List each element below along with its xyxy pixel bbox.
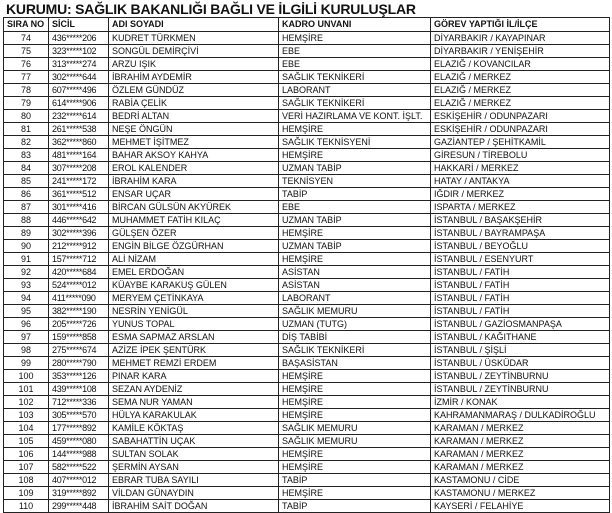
cell-sira-no: 99 <box>4 357 49 370</box>
table-row <box>4 45 610 58</box>
table-row <box>4 396 610 409</box>
cell-sira-no: 76 <box>4 58 49 71</box>
cell-sicil: 411*****090 <box>49 292 109 305</box>
cell-sira-no: 93 <box>4 279 49 292</box>
cell-kadro-unvani: UZMAN TABİP <box>279 240 431 253</box>
cell-sicil: 144*****988 <box>49 448 109 461</box>
table-row <box>4 461 610 474</box>
cell-kadro-unvani: TABİP <box>279 500 431 513</box>
cell-adi-soyadi: ENGİN BİLGE ÖZGÜRHAN <box>109 240 279 253</box>
cell-sira-no: 110 <box>4 500 49 513</box>
cell-gorev-yeri: ELAZIĞ / MERKEZ <box>431 84 610 97</box>
cell-sira-no: 78 <box>4 84 49 97</box>
cell-adi-soyadi: KAMİLE KÖKTAŞ <box>109 422 279 435</box>
cell-adi-soyadi: İBRAHİM KARA <box>109 175 279 188</box>
cell-gorev-yeri: İSTANBUL / BAYRAMPAŞA <box>431 227 610 240</box>
cell-gorev-yeri: HATAY / ANTAKYA <box>431 175 610 188</box>
cell-kadro-unvani: VERİ HAZIRLAMA VE KONT. İŞLT. <box>279 110 431 123</box>
cell-sicil: 382*****190 <box>49 305 109 318</box>
cell-adi-soyadi: SEZAN AYDENİZ <box>109 383 279 396</box>
cell-sicil: 232*****614 <box>49 110 109 123</box>
cell-sicil: 241*****172 <box>49 175 109 188</box>
cell-sicil: 582*****522 <box>49 461 109 474</box>
cell-adi-soyadi: MUHAMMET FATİH KILAÇ <box>109 214 279 227</box>
cell-sicil: 323*****102 <box>49 45 109 58</box>
cell-sira-no: 81 <box>4 123 49 136</box>
cell-sicil: 353*****126 <box>49 370 109 383</box>
cell-sira-no: 83 <box>4 149 49 162</box>
cell-sicil: 275*****674 <box>49 344 109 357</box>
cell-kadro-unvani: LABORANT <box>279 292 431 305</box>
cell-gorev-yeri: İSTANBUL / GAZİOSMANPAŞA <box>431 318 610 331</box>
cell-gorev-yeri: İZMİR / KONAK <box>431 396 610 409</box>
cell-adi-soyadi: ŞERMİN AYSAN <box>109 461 279 474</box>
cell-sicil: 307*****208 <box>49 162 109 175</box>
cell-kadro-unvani: HEMŞİRE <box>279 383 431 396</box>
table-row <box>4 318 610 331</box>
cell-sicil: 481*****164 <box>49 149 109 162</box>
cell-kadro-unvani: DİŞ TABİBİ <box>279 331 431 344</box>
cell-gorev-yeri: KAYSERİ / FELAHİYE <box>431 500 610 513</box>
cell-sira-no: 105 <box>4 435 49 448</box>
cell-sira-no: 92 <box>4 266 49 279</box>
cell-kadro-unvani: LABORANT <box>279 84 431 97</box>
cell-sicil: 302*****644 <box>49 71 109 84</box>
table-row <box>4 279 610 292</box>
table-row <box>4 162 610 175</box>
cell-adi-soyadi: EBRAR TUBA SAYILI <box>109 474 279 487</box>
cell-gorev-yeri: KARAMAN / MERKEZ <box>431 448 610 461</box>
table-row <box>4 123 610 136</box>
cell-kadro-unvani: HEMŞİRE <box>279 448 431 461</box>
cell-kadro-unvani: SAĞLIK TEKNİKERİ <box>279 71 431 84</box>
cell-adi-soyadi: NESRİN YENİGÜL <box>109 305 279 318</box>
cell-sira-no: 75 <box>4 45 49 58</box>
cell-gorev-yeri: ELAZIĞ / MERKEZ <box>431 71 610 84</box>
cell-sicil: 439*****108 <box>49 383 109 396</box>
cell-sicil: 305*****570 <box>49 409 109 422</box>
cell-sira-no: 96 <box>4 318 49 331</box>
table-row <box>4 201 610 214</box>
cell-sira-no: 95 <box>4 305 49 318</box>
cell-gorev-yeri: GAZİANTEP / ŞEHİTKAMİL <box>431 136 610 149</box>
cell-adi-soyadi: SULTAN SOLAK <box>109 448 279 461</box>
cell-sicil: 607*****496 <box>49 84 109 97</box>
table-row <box>4 175 610 188</box>
cell-kadro-unvani: HEMŞİRE <box>279 396 431 409</box>
cell-sicil: 280*****790 <box>49 357 109 370</box>
cell-adi-soyadi: ESMA SAPMAZ ARSLAN <box>109 331 279 344</box>
cell-adi-soyadi: SONGÜL DEMİRÇİVİ <box>109 45 279 58</box>
cell-adi-soyadi: ALİ NİZAM <box>109 253 279 266</box>
cell-kadro-unvani: EBE <box>279 201 431 214</box>
column-header-sira-no: SIRA NO <box>4 18 49 32</box>
cell-kadro-unvani: UZMAN TABİP <box>279 162 431 175</box>
cell-sira-no: 77 <box>4 71 49 84</box>
cell-kadro-unvani: ASİSTAN <box>279 266 431 279</box>
cell-kadro-unvani: SAĞLIK MEMURU <box>279 422 431 435</box>
cell-adi-soyadi: BAHAR AKSOY KAHYA <box>109 149 279 162</box>
column-header-kadro-unvani: KADRO UNVANI <box>279 18 431 32</box>
cell-sira-no: 102 <box>4 396 49 409</box>
table-row <box>4 409 610 422</box>
cell-adi-soyadi: MERYEM ÇETİNKAYA <box>109 292 279 305</box>
table-row <box>4 435 610 448</box>
cell-adi-soyadi: ÖZLEM GÜNDÜZ <box>109 84 279 97</box>
cell-gorev-yeri: ELAZIĞ / KOVANCILAR <box>431 58 610 71</box>
cell-sira-no: 90 <box>4 240 49 253</box>
cell-gorev-yeri: KASTAMONU / MERKEZ <box>431 487 610 500</box>
table-row <box>4 305 610 318</box>
table-row <box>4 188 610 201</box>
column-header-adi-soyadi: ADI SOYADI <box>109 18 279 32</box>
cell-adi-soyadi: KUDRET TÜRKMEN <box>109 32 279 45</box>
cell-adi-soyadi: HÜLYA KARAKULAK <box>109 409 279 422</box>
cell-adi-soyadi: EROL KALENDER <box>109 162 279 175</box>
cell-kadro-unvani: TABİP <box>279 188 431 201</box>
cell-adi-soyadi: GÜLŞEN ÖZER <box>109 227 279 240</box>
cell-adi-soyadi: ARZU IŞIK <box>109 58 279 71</box>
table-row <box>4 292 610 305</box>
cell-gorev-yeri: HAKKARİ / MERKEZ <box>431 162 610 175</box>
cell-gorev-yeri: İSTANBUL / ZEYTİNBURNU <box>431 383 610 396</box>
cell-gorev-yeri: İSTANBUL / ŞİŞLİ <box>431 344 610 357</box>
cell-sicil: 313*****274 <box>49 58 109 71</box>
cell-kadro-unvani: SAĞLIK MEMURU <box>279 305 431 318</box>
cell-sira-no: 97 <box>4 331 49 344</box>
cell-kadro-unvani: UZMAN TABİP <box>279 214 431 227</box>
table-row <box>4 227 610 240</box>
table-row <box>4 474 610 487</box>
cell-sicil: 446*****642 <box>49 214 109 227</box>
cell-sira-no: 91 <box>4 253 49 266</box>
cell-sicil: 407*****012 <box>49 474 109 487</box>
table-header-row <box>4 18 610 32</box>
cell-gorev-yeri: GİRESUN / TİREBOLU <box>431 149 610 162</box>
cell-sira-no: 80 <box>4 110 49 123</box>
cell-sira-no: 88 <box>4 214 49 227</box>
cell-gorev-yeri: KASTAMONU / CİDE <box>431 474 610 487</box>
table-row <box>4 149 610 162</box>
cell-sira-no: 89 <box>4 227 49 240</box>
cell-sicil: 614*****906 <box>49 97 109 110</box>
table-row <box>4 344 610 357</box>
cell-adi-soyadi: İBRAHİM SAİT DOĞAN <box>109 500 279 513</box>
cell-adi-soyadi: BİRCAN GÜLSÜN AKYÜREK <box>109 201 279 214</box>
cell-sicil: 459*****080 <box>49 435 109 448</box>
column-header-gorev-yeri: GÖREV YAPTIĞI İL/İLÇE <box>431 18 610 32</box>
table-row <box>4 110 610 123</box>
cell-kadro-unvani: HEMŞİRE <box>279 227 431 240</box>
cell-gorev-yeri: İSTANBUL / FATİH <box>431 279 610 292</box>
cell-sicil: 362*****860 <box>49 136 109 149</box>
cell-kadro-unvani: HEMŞİRE <box>279 149 431 162</box>
cell-sira-no: 85 <box>4 175 49 188</box>
cell-kadro-unvani: ASİSTAN <box>279 279 431 292</box>
cell-adi-soyadi: PINAR KARA <box>109 370 279 383</box>
cell-sira-no: 82 <box>4 136 49 149</box>
cell-kadro-unvani: SAĞLIK TEKNİSYENİ <box>279 136 431 149</box>
cell-gorev-yeri: İSTANBUL / ZEYTİNBURNU <box>431 370 610 383</box>
cell-gorev-yeri: İSTANBUL / FATİH <box>431 305 610 318</box>
cell-adi-soyadi: VİLDAN GÜNAYDIN <box>109 487 279 500</box>
cell-sira-no: 101 <box>4 383 49 396</box>
table-row <box>4 370 610 383</box>
cell-sira-no: 86 <box>4 188 49 201</box>
cell-kadro-unvani: BAŞASİSTAN <box>279 357 431 370</box>
cell-sira-no: 98 <box>4 344 49 357</box>
cell-gorev-yeri: ESKİŞEHİR / ODUNPAZARI <box>431 123 610 136</box>
cell-adi-soyadi: AZİZE İPEK ŞENTÜRK <box>109 344 279 357</box>
table-row <box>4 422 610 435</box>
cell-kadro-unvani: HEMŞİRE <box>279 461 431 474</box>
cell-sira-no: 79 <box>4 97 49 110</box>
table-row <box>4 357 610 370</box>
cell-sicil: 712*****336 <box>49 396 109 409</box>
cell-kadro-unvani: TABİP <box>279 474 431 487</box>
cell-gorev-yeri: İSTANBUL / FATİH <box>431 266 610 279</box>
cell-sira-no: 87 <box>4 201 49 214</box>
cell-kadro-unvani: SAĞLIK TEKNİKERİ <box>279 97 431 110</box>
cell-gorev-yeri: DİYARBAKIR / YENİŞEHİR <box>431 45 610 58</box>
cell-kadro-unvani: TEKNİSYEN <box>279 175 431 188</box>
personnel-table <box>3 17 610 513</box>
column-header-sicil: SİCİL <box>49 18 109 32</box>
table-row <box>4 84 610 97</box>
cell-kadro-unvani: HEMŞİRE <box>279 32 431 45</box>
cell-sicil: 361*****512 <box>49 188 109 201</box>
cell-kadro-unvani: HEMŞİRE <box>279 409 431 422</box>
table-row <box>4 71 610 84</box>
cell-adi-soyadi: ENSAR UÇAR <box>109 188 279 201</box>
table-row <box>4 58 610 71</box>
cell-sicil: 301*****416 <box>49 201 109 214</box>
cell-adi-soyadi: SEMA NUR YAMAN <box>109 396 279 409</box>
cell-adi-soyadi: MEHMET REMZİ ERDEM <box>109 357 279 370</box>
cell-gorev-yeri: KAHRAMANMARAŞ / DULKADİROĞLU <box>431 409 610 422</box>
cell-kadro-unvani: HEMŞİRE <box>279 123 431 136</box>
cell-sicil: 177*****892 <box>49 422 109 435</box>
cell-sira-no: 100 <box>4 370 49 383</box>
cell-gorev-yeri: IĞDIR / MERKEZ <box>431 188 610 201</box>
cell-gorev-yeri: KARAMAN / MERKEZ <box>431 461 610 474</box>
cell-adi-soyadi: RABİA ÇELİK <box>109 97 279 110</box>
cell-gorev-yeri: DİYARBAKIR / KAYAPINAR <box>431 32 610 45</box>
cell-sira-no: 108 <box>4 474 49 487</box>
table-row <box>4 136 610 149</box>
cell-sicil: 157*****712 <box>49 253 109 266</box>
cell-gorev-yeri: KARAMAN / MERKEZ <box>431 435 610 448</box>
cell-sira-no: 94 <box>4 292 49 305</box>
cell-kadro-unvani: HEMŞİRE <box>279 487 431 500</box>
table-row <box>4 500 610 513</box>
cell-adi-soyadi: YUNUS TOPAL <box>109 318 279 331</box>
cell-gorev-yeri: ESKİŞEHİR / ODUNPAZARI <box>431 110 610 123</box>
table-row <box>4 97 610 110</box>
cell-kadro-unvani: UZMAN (TUTG) <box>279 318 431 331</box>
cell-sicil: 205*****726 <box>49 318 109 331</box>
cell-sira-no: 109 <box>4 487 49 500</box>
table-row <box>4 383 610 396</box>
table-row <box>4 253 610 266</box>
cell-kadro-unvani: EBE <box>279 58 431 71</box>
cell-gorev-yeri: ISPARTA / MERKEZ <box>431 201 610 214</box>
cell-sira-no: 74 <box>4 32 49 45</box>
cell-sicil: 420*****684 <box>49 266 109 279</box>
cell-adi-soyadi: MEHMET İŞİTMEZ <box>109 136 279 149</box>
cell-sira-no: 106 <box>4 448 49 461</box>
cell-gorev-yeri: KARAMAN / MERKEZ <box>431 422 610 435</box>
cell-gorev-yeri: ELAZIĞ / MERKEZ <box>431 97 610 110</box>
table-row <box>4 331 610 344</box>
table-row <box>4 240 610 253</box>
cell-sicil: 159*****858 <box>49 331 109 344</box>
cell-gorev-yeri: İSTANBUL / FATİH <box>431 292 610 305</box>
page-title: KURUMU: SAĞLIK BAKANLIĞI BAĞLI VE İLGİLİ KURULUŞLAR <box>6 1 416 17</box>
cell-sicil: 261*****538 <box>49 123 109 136</box>
cell-gorev-yeri: İSTANBUL / ÜSKÜDAR <box>431 357 610 370</box>
cell-sicil: 319*****892 <box>49 487 109 500</box>
cell-kadro-unvani: EBE <box>279 45 431 58</box>
table-row <box>4 448 610 461</box>
table-row <box>4 32 610 45</box>
cell-sira-no: 104 <box>4 422 49 435</box>
table-row <box>4 266 610 279</box>
cell-adi-soyadi: EMEL ERDOĞAN <box>109 266 279 279</box>
cell-adi-soyadi: BEDRİ ALTAN <box>109 110 279 123</box>
cell-adi-soyadi: KÜAYBE KARAKUŞ GÜLEN <box>109 279 279 292</box>
cell-kadro-unvani: HEMŞİRE <box>279 253 431 266</box>
cell-sicil: 302*****396 <box>49 227 109 240</box>
cell-sicil: 436*****206 <box>49 32 109 45</box>
cell-sicil: 212*****912 <box>49 240 109 253</box>
cell-sira-no: 84 <box>4 162 49 175</box>
cell-gorev-yeri: İSTANBUL / KAĞITHANE <box>431 331 610 344</box>
cell-sira-no: 103 <box>4 409 49 422</box>
cell-sicil: 524*****012 <box>49 279 109 292</box>
cell-kadro-unvani: SAĞLIK MEMURU <box>279 435 431 448</box>
cell-kadro-unvani: SAĞLIK TEKNİKERİ <box>279 344 431 357</box>
cell-sicil: 299*****448 <box>49 500 109 513</box>
cell-gorev-yeri: İSTANBUL / BEYOĞLU <box>431 240 610 253</box>
cell-adi-soyadi: İBRAHİM AYDEMİR <box>109 71 279 84</box>
table-row <box>4 487 610 500</box>
cell-adi-soyadi: NEŞE ÖNGÜN <box>109 123 279 136</box>
cell-kadro-unvani: HEMŞİRE <box>279 370 431 383</box>
cell-gorev-yeri: İSTANBUL / ESENYURT <box>431 253 610 266</box>
table-row <box>4 214 610 227</box>
cell-adi-soyadi: SABAHATTİN UÇAK <box>109 435 279 448</box>
cell-sira-no: 107 <box>4 461 49 474</box>
cell-gorev-yeri: İSTANBUL / BAŞAKŞEHİR <box>431 214 610 227</box>
